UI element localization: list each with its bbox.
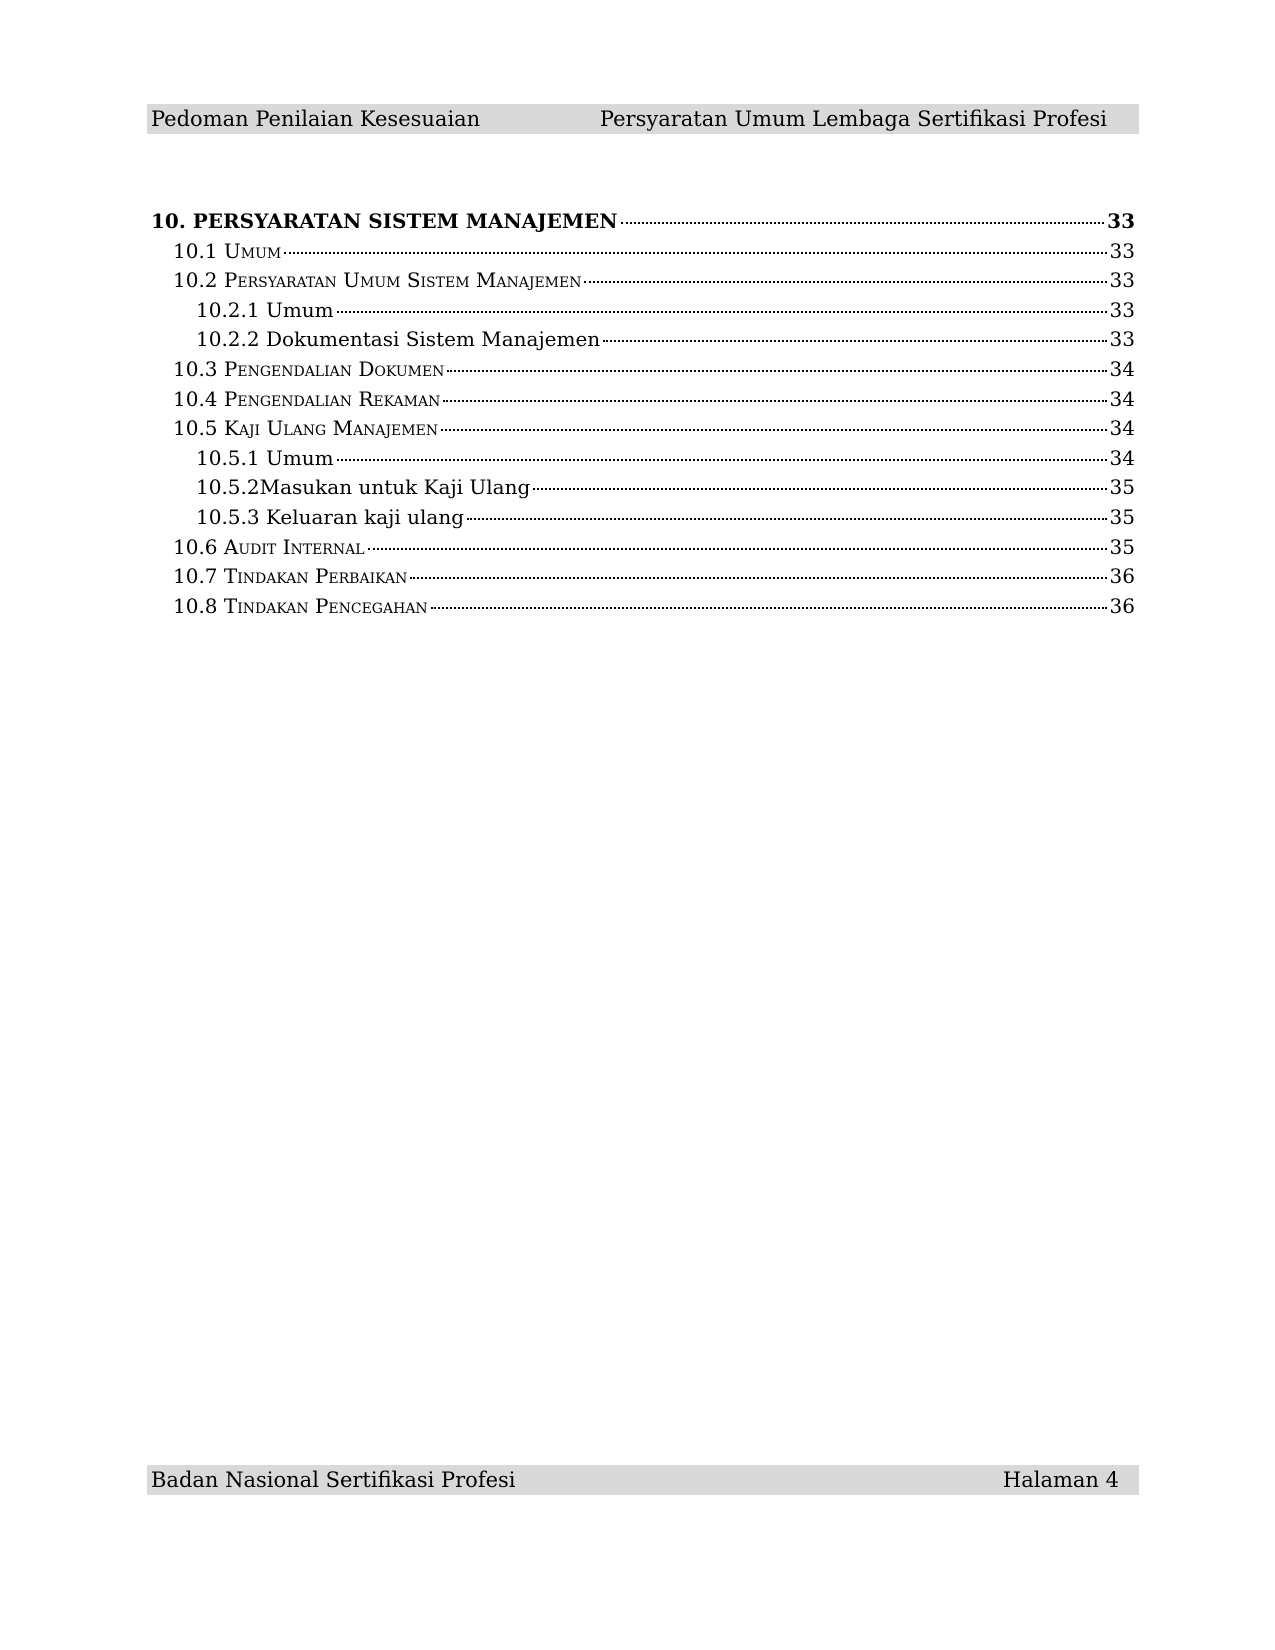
toc-entry-label: 10.5.2Masukan untuk Kaji Ulang — [196, 475, 531, 500]
toc-entry-page: 34 — [1109, 445, 1135, 470]
toc-dot-leader — [284, 252, 1106, 254]
toc-entry-page: 34 — [1109, 386, 1135, 411]
toc-entry[interactable] — [151, 298, 1135, 328]
toc-dot-leader — [441, 429, 1106, 431]
toc-entry-label: 10.4 Pengendalian Rekaman — [173, 386, 441, 411]
page-footer — [147, 1465, 1139, 1495]
toc-entry[interactable] — [151, 535, 1135, 565]
toc-dot-leader — [584, 281, 1106, 283]
toc-entry-page: 35 — [1109, 504, 1135, 529]
toc-entry[interactable] — [151, 209, 1135, 239]
toc-dot-leader — [410, 577, 1106, 579]
toc-entry-page: 33 — [1109, 238, 1135, 263]
toc-entry-label: 10.2.2 Dokumentasi Sistem Manajemen — [196, 327, 601, 352]
toc-dot-leader — [621, 222, 1105, 224]
toc-entry-page: 34 — [1109, 356, 1135, 381]
toc-entry-label: 10.7 Tindakan Perbaikan — [173, 564, 408, 589]
toc-entry[interactable] — [151, 327, 1135, 357]
toc-entry-page: 33 — [1109, 268, 1135, 293]
toc-entry-label: 10.5.3 Keluaran kaji ulang — [196, 504, 465, 529]
toc-entry-label: 10.6 Audit Internal — [173, 534, 365, 559]
toc-dot-leader — [603, 340, 1106, 342]
header-document-title: Pedoman Penilaian Kesesuaian — [151, 107, 481, 131]
toc-entry-label: 10.5 Kaji Ulang Manajemen — [173, 416, 439, 441]
toc-entry[interactable] — [151, 268, 1135, 298]
toc-entry-page: 36 — [1109, 593, 1135, 618]
toc-entry[interactable] — [151, 505, 1135, 535]
toc-entry-label: 10.2 Persyaratan Umum Sistem Manajemen — [173, 268, 582, 293]
toc-entry[interactable] — [151, 475, 1135, 505]
toc-entry-page: 33 — [1109, 327, 1135, 352]
toc-entry-page: 33 — [1109, 297, 1135, 322]
toc-entry-label: 10.3 Pengendalian Dokumen — [173, 356, 445, 381]
toc-entry-page: 34 — [1109, 416, 1135, 441]
toc-dot-leader — [368, 548, 1107, 550]
toc-entry-page: 36 — [1109, 564, 1135, 589]
toc-entry-page: 35 — [1109, 534, 1135, 559]
toc-entry-label: 10.5.1 Umum — [196, 445, 334, 470]
toc-dot-leader — [447, 370, 1106, 372]
toc-entry[interactable] — [151, 357, 1135, 387]
toc-dot-leader — [533, 488, 1106, 490]
toc-entry-label: 10. PERSYARATAN SISTEM MANAJEMEN — [151, 209, 618, 233]
footer-organization: Badan Nasional Sertifikasi Profesi — [151, 1468, 516, 1492]
toc-entry[interactable] — [151, 594, 1135, 624]
toc-entry-page: 33 — [1107, 209, 1135, 233]
toc-entry-label: 10.8 Tindakan Pencegahan — [173, 593, 428, 618]
header-document-subject: Persyaratan Umum Lembaga Sertifikasi Profesi — [599, 107, 1107, 131]
toc-dot-leader — [337, 311, 1107, 313]
toc-dot-leader — [443, 400, 1106, 402]
page-header — [147, 104, 1139, 134]
toc-entry[interactable] — [151, 564, 1135, 594]
table-of-contents — [151, 209, 1135, 623]
toc-dot-leader — [431, 607, 1107, 609]
toc-entry[interactable] — [151, 416, 1135, 446]
toc-dot-leader — [467, 518, 1107, 520]
toc-entry-label: 10.2.1 Umum — [196, 297, 334, 322]
toc-entry[interactable] — [151, 446, 1135, 476]
toc-entry-label: 10.1 Umum — [173, 238, 282, 263]
toc-entry-page: 35 — [1109, 475, 1135, 500]
toc-entry[interactable] — [151, 387, 1135, 417]
footer-page-number: Halaman 4 — [1002, 1468, 1119, 1492]
toc-dot-leader — [337, 459, 1107, 461]
toc-entry[interactable] — [151, 239, 1135, 269]
